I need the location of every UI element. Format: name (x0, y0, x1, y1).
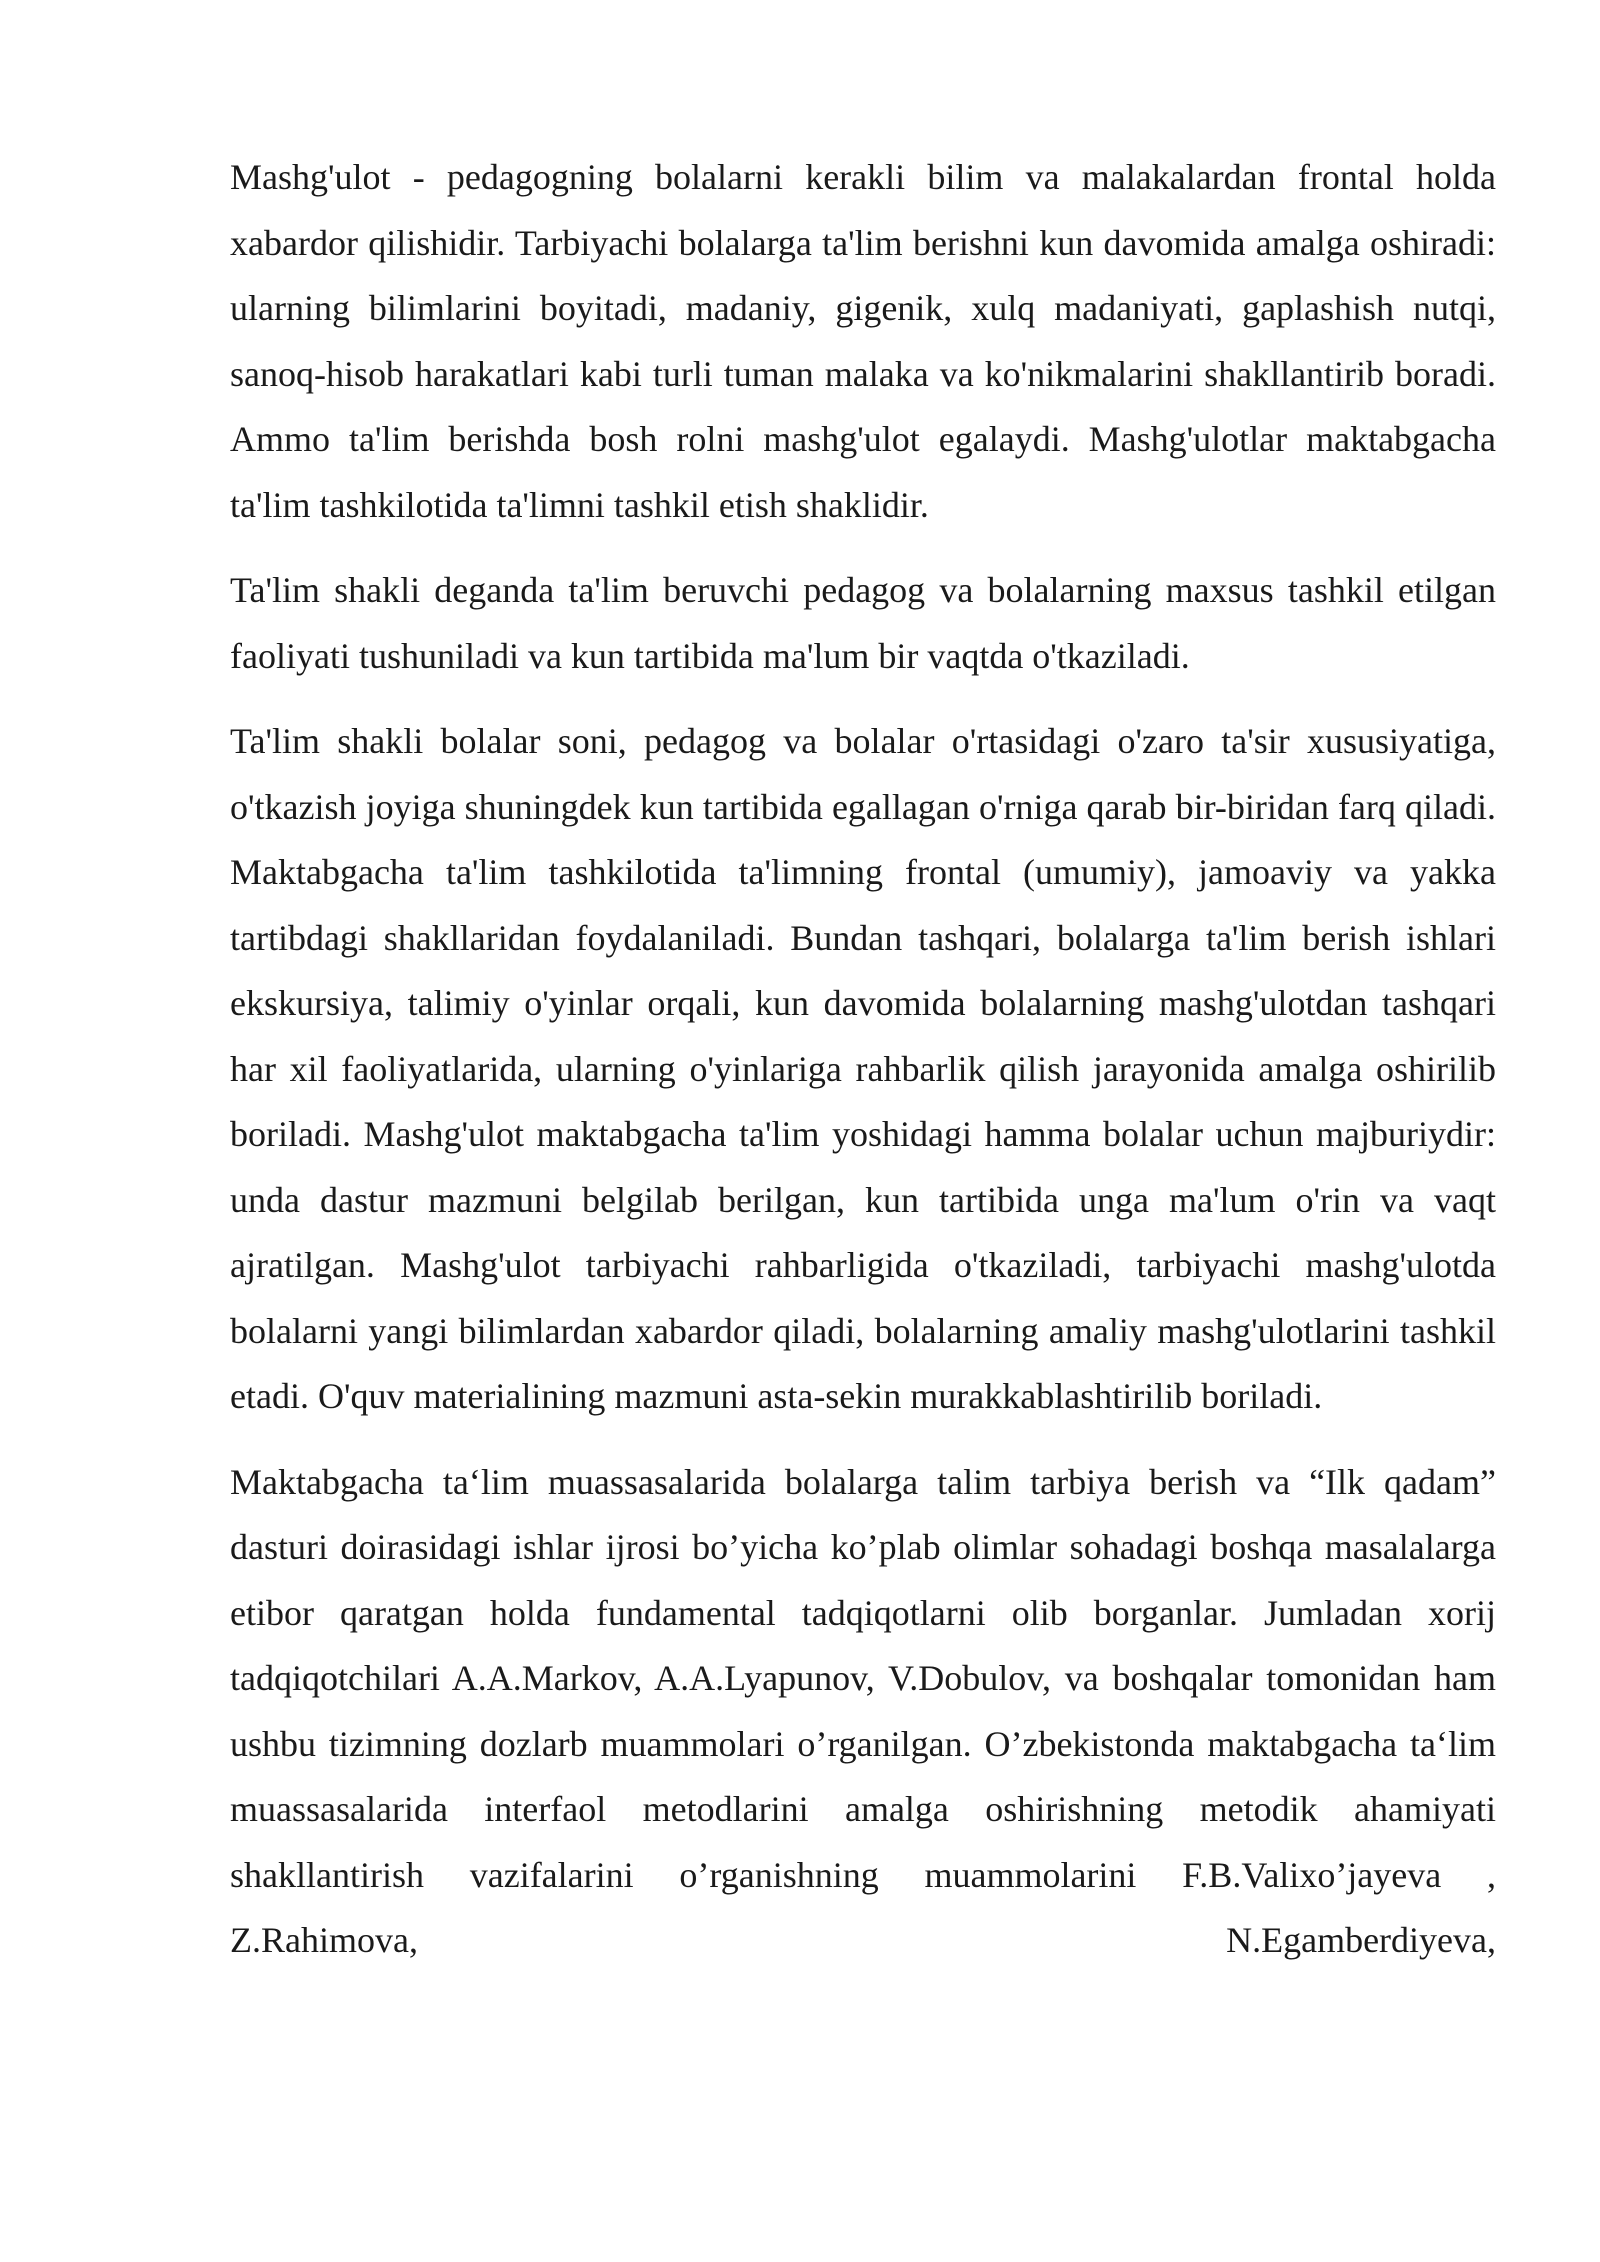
document-body (230, 145, 1496, 1974)
paragraph-mashgulot-definition: Mashg'ulot - pedagogning bolalarni kerakli bilim va malakalardan frontal holda xabardor qilishidir. Tarbiyachi bolalarga ta'lim berishni kun davomida amalga oshiradi: ularning bilimlarini boyitadi, madaniy, gigenik, xulq madaniyati, gaplashish nutqi, sanoq-hisob harakatlari kabi turli tuman malaka va ko'nikmalarini shakllantirib boradi. Ammo ta'lim berishda bosh rolni mashg'ulot egalaydi. Mashg'ulotlar maktabgacha ta'lim tashkilotida ta'limni tashkil etish shaklidir. (230, 157, 1496, 525)
paragraph-talim-shakli-definition: Ta'lim shakli deganda ta'lim beruvchi pedagog va bolalarning maxsus tashkil etilgan faoliyati tushuniladi va kun tartibida ma'lum bir vaqtda o'tkaziladi. (230, 570, 1496, 676)
paragraph-research-review: Maktabgacha ta‘lim muassasalarida bolalarga talim tarbiya berish va “Ilk qadam” dasturi doirasidagi ishlar ijrosi bo’yicha ko’plab olimlar sohadagi boshqa masalalarga etibor qaratgan holda fundamental tadqiqotlarni olib borganlar. Jumladan xorij tadqiqotchilari A.A.Markov, A.A.Lyapunov, V.Dobulov, va boshqalar tomonidan ham ushbu tizimning dozlarb muammolari o’rganilgan. O’zbekistonda maktabgacha ta‘lim muassasalarida interfaol metodlarini amalga oshirishning metodik ahamiyati shakllantirish vazifalarini o’rganishning muammolarini F.B.Valixo’jayeva , Z.Rahimova, N.Egamberdiyeva, (230, 1461, 1496, 1960)
paragraph-talim-shakli-types: Ta'lim shakli bolalar soni, pedagog va bolalar o'rtasidagi o'zaro ta'sir xususiyatiga, o'tkazish joyiga shuningdek kun tartibida egallagan o'rniga qarab bir-biridan farq qiladi. Maktabgacha ta'lim tashkilotida ta'limning frontal (umumiy), jamoaviy va yakka tartibdagi shakllaridan foydalaniladi. Bundan tashqari, bolalarga ta'lim berish ishlari ekskursiya, talimiy o'yinlar orqali, kun davomida bolalarning mashg'ulotdan tashqari har xil faoliyatlarida, ularning o'yinlariga rahbarlik qilish jarayonida amalga oshirilib boriladi. Mashg'ulot maktabgacha ta'lim yoshidagi hamma bolalar uchun majburiydir: unda dastur mazmuni belgilab berilgan, kun tartibida unga ma'lum o'rin va vaqt ajratilgan. Mashg'ulot tarbiyachi rahbarligida o'tkaziladi, tarbiyachi mashg'ulotda bolalarni yangi bilimlardan xabardor qiladi, bolalarning amaliy mashg'ulotlarini tashkil etadi. O'quv materialining mazmuni asta-sekin murakkablashtirilib boriladi. (230, 721, 1496, 1416)
